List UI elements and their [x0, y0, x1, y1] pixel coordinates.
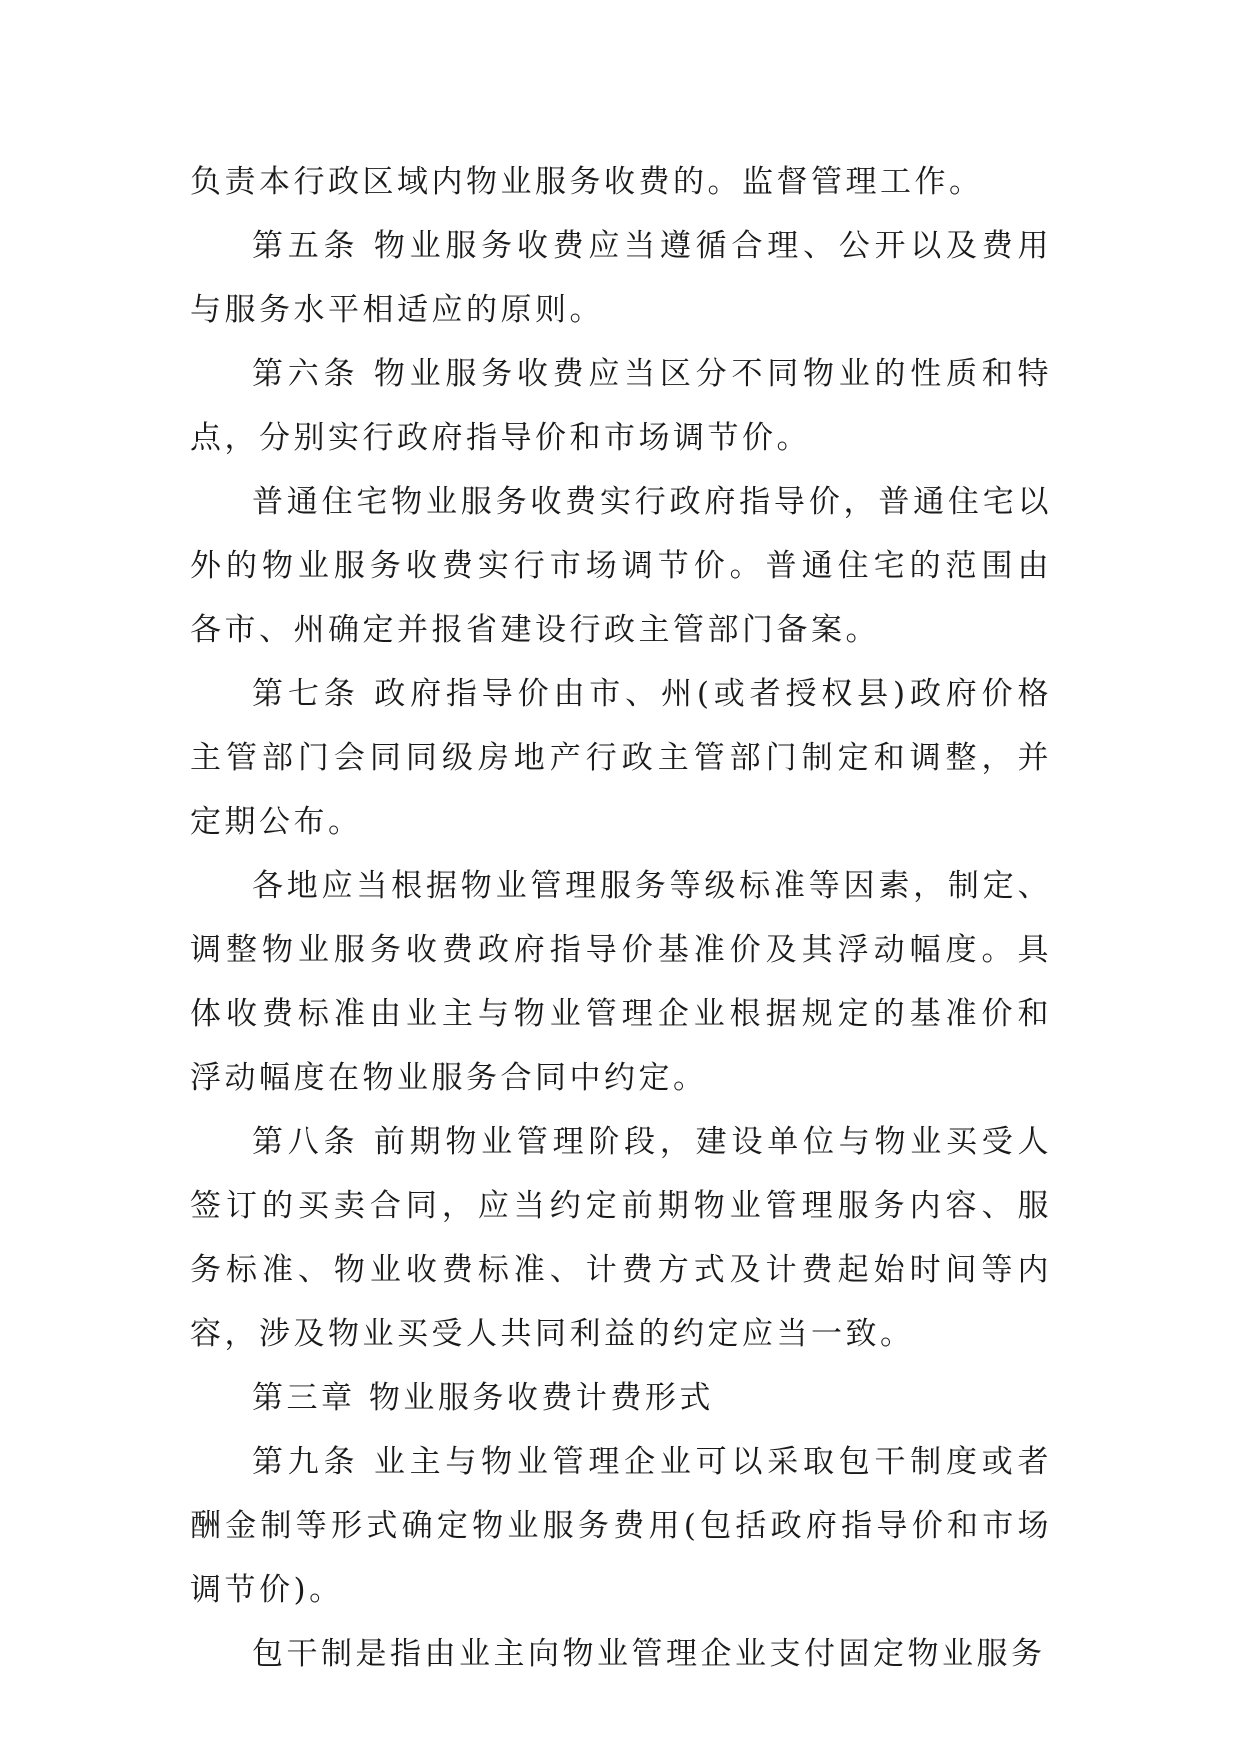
paragraph-article-7: 第七条 政府指导价由市、州(或者授权县)政府价格主管部门会同同级房地产行政主管部门制定和调整，并定期公布。	[190, 676, 1052, 840]
paragraph-standards: 各地应当根据物业管理服务等级标准等因素，制定、调整物业服务收费政府指导价基准价及其浮动幅度。具体收费标准由业主与物业管理企业根据规定的基准价和浮动幅度在物业服务合同中约定。	[190, 868, 1052, 1096]
document-body	[190, 150, 1052, 1686]
paragraph-residential-pricing: 普通住宅物业服务收费实行政府指导价，普通住宅以外的物业服务收费实行市场调节价。普通住宅的范围由各市、州确定并报省建设行政主管部门备案。	[190, 484, 1052, 648]
paragraph-lump-sum: 包干制是指由业主向物业管理企业支付固定物业服务	[252, 1636, 1046, 1672]
paragraph-article-9: 第九条 业主与物业管理企业可以采取包干制度或者酬金制等形式确定物业服务费用(包括政府指导价和市场调节价)。	[190, 1444, 1052, 1608]
paragraph-article-8: 第八条 前期物业管理阶段，建设单位与物业买受人签订的买卖合同，应当约定前期物业管理服务内容、服务标准、物业收费标准、计费方式及计费起始时间等内容，涉及物业买受人共同利益的约定应当一致。	[190, 1124, 1052, 1352]
paragraph-article-5: 第五条 物业服务收费应当遵循合理、公开以及费用与服务水平相适应的原则。	[190, 228, 1052, 328]
paragraph-article-6: 第六条 物业服务收费应当区分不同物业的性质和特点，分别实行政府指导价和市场调节价。	[190, 356, 1052, 456]
chapter-heading: 第三章 物业服务收费计费形式	[252, 1380, 714, 1416]
paragraph-continuation: 负责本行政区域内物业服务收费的。监督管理工作。	[190, 164, 984, 200]
